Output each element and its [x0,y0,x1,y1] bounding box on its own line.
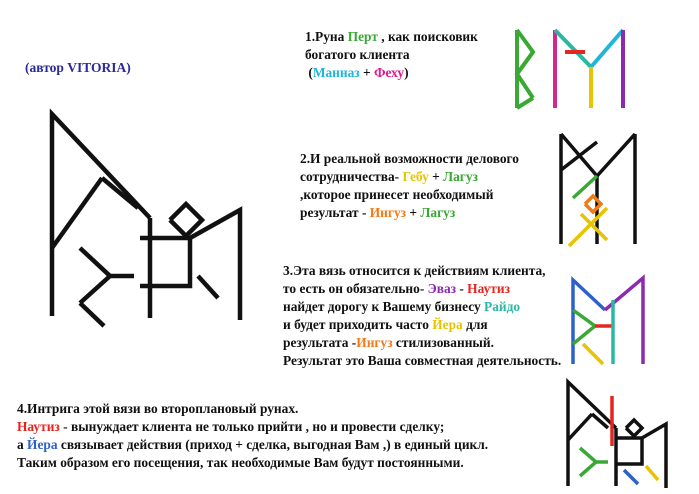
section3-text: 3.Эта вязь относится к действиям клиента, то есть он обязательно- Эваз - Наутиз найдет дорогу к Вашему бизнесу Райдо и будет приходить часто Йера для результата -Ингуз стилизованный. Результат это Ваша совместная деятельность. [283,263,562,368]
author-label: (автор VITORIA) [25,60,131,75]
gebo-laguz-ingwaz-icon [555,128,645,250]
perth-rune-icon [505,22,635,112]
section1-text: 1.Руна Перт , как поисковик богатого клиента (Манназ + Феху) [305,29,478,80]
full-bindrune-icon [562,376,672,492]
main-bindrune-icon [40,98,250,330]
ehwaz-raido-icon [565,270,655,370]
section4-text: 4.Интрига этой вязи во второплановый рунах. Наутиз - вынуждает клиента не только прийти , но и провести сделку; а Йера связывает действия (приход + сделка, выгодная Вам ,) в единый цикл. Таким образом его посещения, так необходимые Вам будут постоянными. [17,401,489,470]
section2-text: 2.И реальной возможности делового сотрудничества- Гебу + Лагуз ,которое принесет необходимый результат - Ингуз + Лагуз [300,151,519,220]
